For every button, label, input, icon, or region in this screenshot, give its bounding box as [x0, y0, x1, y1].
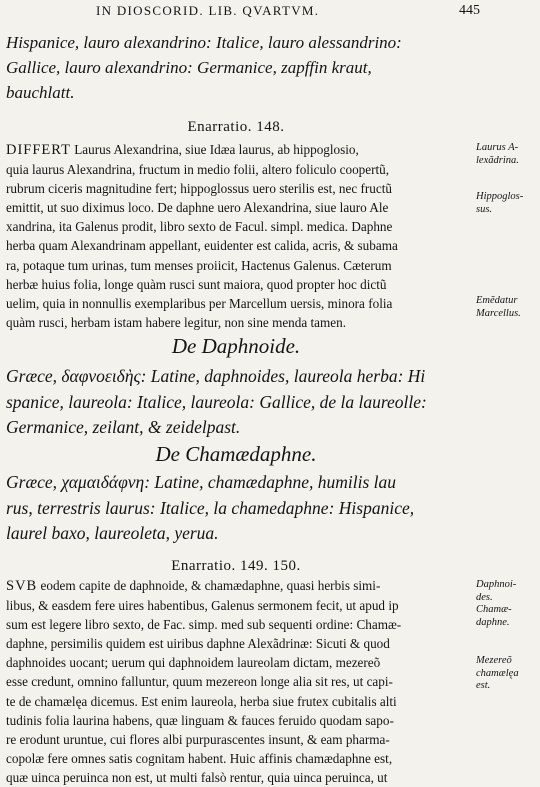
text-line: ra, potaque tum urinas, tum menses proiicit, Hactenus Galenus. Cæterum [6, 257, 392, 273]
margin-note-daphnoides: Daphnoi- des. Chamæ- daphne. [476, 579, 517, 628]
vernacular-names-laurus [6, 30, 471, 105]
enarratio-148-text [6, 140, 471, 332]
running-head [0, 3, 540, 23]
running-title: IN DIOSCORID. LIB. QVARTVM. [96, 3, 320, 18]
daphnoide-names [6, 364, 471, 441]
text-line: esse credunt, omnino falluntur, quum mezereon longe alia sit res, ut capi- [6, 674, 393, 690]
text-line: rus, terrestris laurus: Italice, la chamedaphne: Hispanice, [6, 497, 415, 518]
text-line: daphnoides uocant; uerum qui daphnoidem laureolam dictam, mezereõ [6, 655, 381, 671]
text-line: herba quam Alexandrinam appellant, euidenter est calida, acris, & subama [6, 238, 398, 254]
text-line: sum est legere libro sexto, de Fac. simp. med sub sequenti ordine: Chamæ- [6, 617, 402, 633]
text-line: spanice, laureola: Italice, laureola: Gallice, de la laureolle: [6, 391, 427, 412]
text-line: laurel baxo, laureoleta, yerua. [6, 523, 219, 543]
text-line: herbæ huius folia, longe quàm rusci sunt maiora, quod propter hoc dictũ [6, 276, 387, 292]
text-line: xandrina, ita Galenus prodit, libro sexto de Facul. simpl. medica. Daphne [6, 219, 393, 235]
section-title-daphnoide: De Daphnoide. [171, 334, 301, 358]
margin-note-hippoglossus: Hippoglos- sus. [476, 191, 524, 215]
text-line: daphne, persimilis quidem est uiribus daphne Alexãdrinæ: Sicuti & quod [6, 636, 390, 652]
text-line: Græce, δαφνοειδὴς: Latine, daphnoides, laureola herba: Hi [6, 366, 426, 386]
text-line: bauchlatt. [6, 83, 75, 102]
text-line: te de chamælęa dicemus. Est enim laureola, herba siue frutex cubitalis alti [6, 693, 397, 709]
text-line: Laurus Alexandrina, siue Idæa laurus, ab hippoglosio, [70, 142, 359, 157]
text-line: copolæ fere omnes satis cognitam habent. Huic affinis chamædaphne est, [6, 750, 393, 766]
margin-note-laurus: Laurus A- lexãdrina. [476, 142, 519, 166]
text-line: quia laurus Alexandrina, fructum in medio folii, altero foliculo coopertũ, [6, 162, 390, 178]
text-line: libus, & easdem fere uires habentibus, Galenus sermonem fecit, ut apud ip [6, 598, 399, 614]
text-line: Germanice, zeilant, & zeidelpast. [6, 417, 241, 437]
enarratio-148-heading: Enarratio. 148. [187, 119, 285, 135]
lead-word: SVB [6, 578, 38, 594]
text-line: quàm rusci, herbam istam habere legitur, non sine menda tamen. [6, 314, 347, 330]
text-line: eodem capite de daphnoide, & chamædaphne, quasi herbis simi- [37, 578, 381, 593]
text-line: quæ uinca peruinca non est, ut multi falsò rentur, quia uinca peruinca, ut [6, 769, 388, 785]
text-line: re erodunt uruntue, cui flores albi purpurascentes insunt, & eam pharma- [6, 731, 390, 747]
chamaedaphne-names [6, 470, 471, 547]
text-line: rubrum ciceris magnitudine fert; hippoglossus uero sterilis est, nec fructũ [6, 181, 393, 197]
lead-word: DIFFERT [6, 142, 71, 158]
page-number: 445 [459, 3, 480, 18]
text-line: Græce, χαμαιδάφνη: Latine, chamædaphne, humilis lau [6, 472, 396, 492]
margin-note-mezereon: Mezereõ chamælęa est. [476, 655, 519, 691]
text-line: emittit, ut suo diximus loco. De daphne uero Alexandrina, siue lauro Ale [6, 200, 389, 216]
margin-note-marcellus: Emẽdatur Marcellus. [476, 295, 521, 319]
text-line: tudinis folia laurina habens, quæ linguam & fauces feruido quodam sapo- [6, 712, 394, 728]
text-line: Gallice, lauro alexandrino: Germanice, zapffin kraut, [6, 58, 372, 77]
text-line: uelim, quia in nonnullis exemplaribus per Marcellum uersis, minora folia [6, 295, 393, 311]
enarratio-149-heading: Enarratio. 149. 150. [171, 558, 301, 574]
text-line: Hispanice, lauro alexandrino: Italice, lauro alessandrino: [6, 33, 402, 52]
section-title-chamaedaphne: De Chamædaphne. [155, 442, 317, 466]
enarratio-149-text [6, 576, 471, 787]
